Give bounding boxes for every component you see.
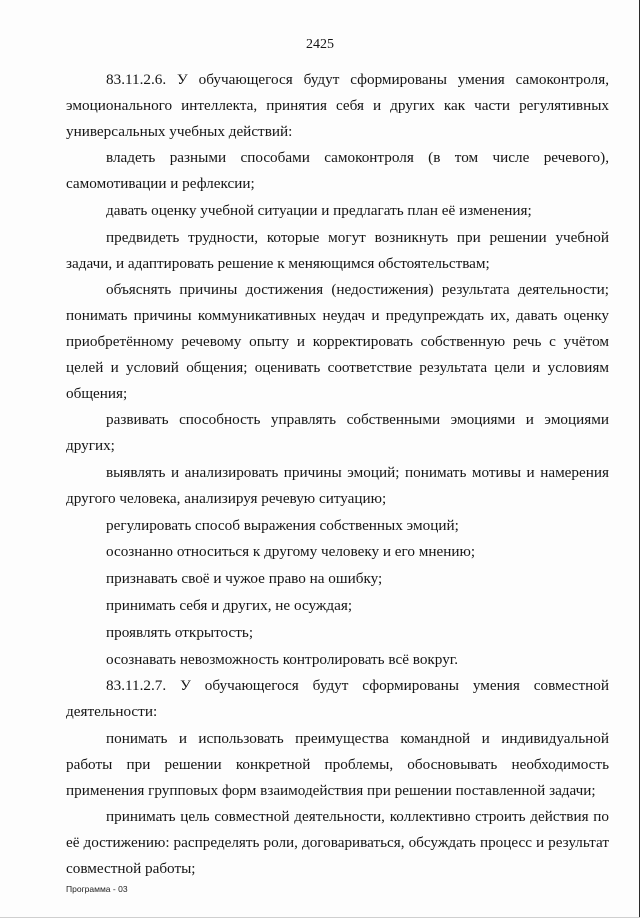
paragraph-item: объяснять причины достижения (недостижения) результата деятельности; понимать причины коммуникативных неудач и предупреждать их, давать оценку приобретённому речевому опыту и корректировать собственную речь с учётом целей и условий общения; оценивать соответствие результата цели и условиям общения; bbox=[66, 281, 609, 402]
paragraph-section-83-11-2-6: 83.11.2.6. У обучающегося будут сформированы умения самоконтроля, эмоционального интеллекта, принятия себя и других как части регулятивных универсальных учебных действий: bbox=[66, 71, 609, 140]
paragraph-item: принимать цель совместной деятельности, коллективно строить действия по её достижению: распределять роли, договариваться, обсуждать процесс и результат совместной работы; bbox=[66, 808, 609, 877]
footer-program-label: Программа - 03 bbox=[66, 884, 128, 894]
paragraph-item: осознанно относиться к другому человеку и его мнению; bbox=[106, 543, 476, 561]
paragraph-item: осознавать невозможность контролировать всё вокруг. bbox=[106, 650, 459, 668]
paragraph-item: проявлять открытость; bbox=[106, 623, 254, 641]
paragraph-item: выявлять и анализировать причины эмоций; понимать мотивы и намерения другого человека, анализируя речевую ситуацию; bbox=[66, 463, 609, 507]
paragraph-item: признавать своё и чужое право на ошибку; bbox=[106, 570, 383, 588]
paragraph-item: понимать и использовать преимущества командной и индивидуальной работы при решении конкретной проблемы, обосновывать необходимость применения групповых форм взаимодействия при решении поставленной задачи; bbox=[66, 729, 609, 799]
paragraph-item: развивать способность управлять собственными эмоциями и эмоциями других; bbox=[66, 411, 609, 455]
page-number: 2425 bbox=[306, 37, 334, 52]
document-body bbox=[66, 67, 609, 883]
paragraph-section-83-11-2-7: 83.11.2.7. У обучающегося будут сформированы умения совместной деятельности: bbox=[66, 677, 609, 721]
paragraph-item: регулировать способ выражения собственных эмоций; bbox=[106, 516, 459, 534]
paragraph-item: владеть разными способами самоконтроля (в том числе речевого), самомотивации и рефлексии; bbox=[66, 149, 609, 193]
paragraph-item: давать оценку учебной ситуации и предлагать план её изменения; bbox=[106, 201, 532, 219]
paragraph-item: предвидеть трудности, которые могут возникнуть при решении учебной задачи, и адаптировать решение к меняющимся обстоятельствам; bbox=[66, 228, 609, 272]
paragraph-item: принимать себя и других, не осуждая; bbox=[106, 596, 353, 614]
